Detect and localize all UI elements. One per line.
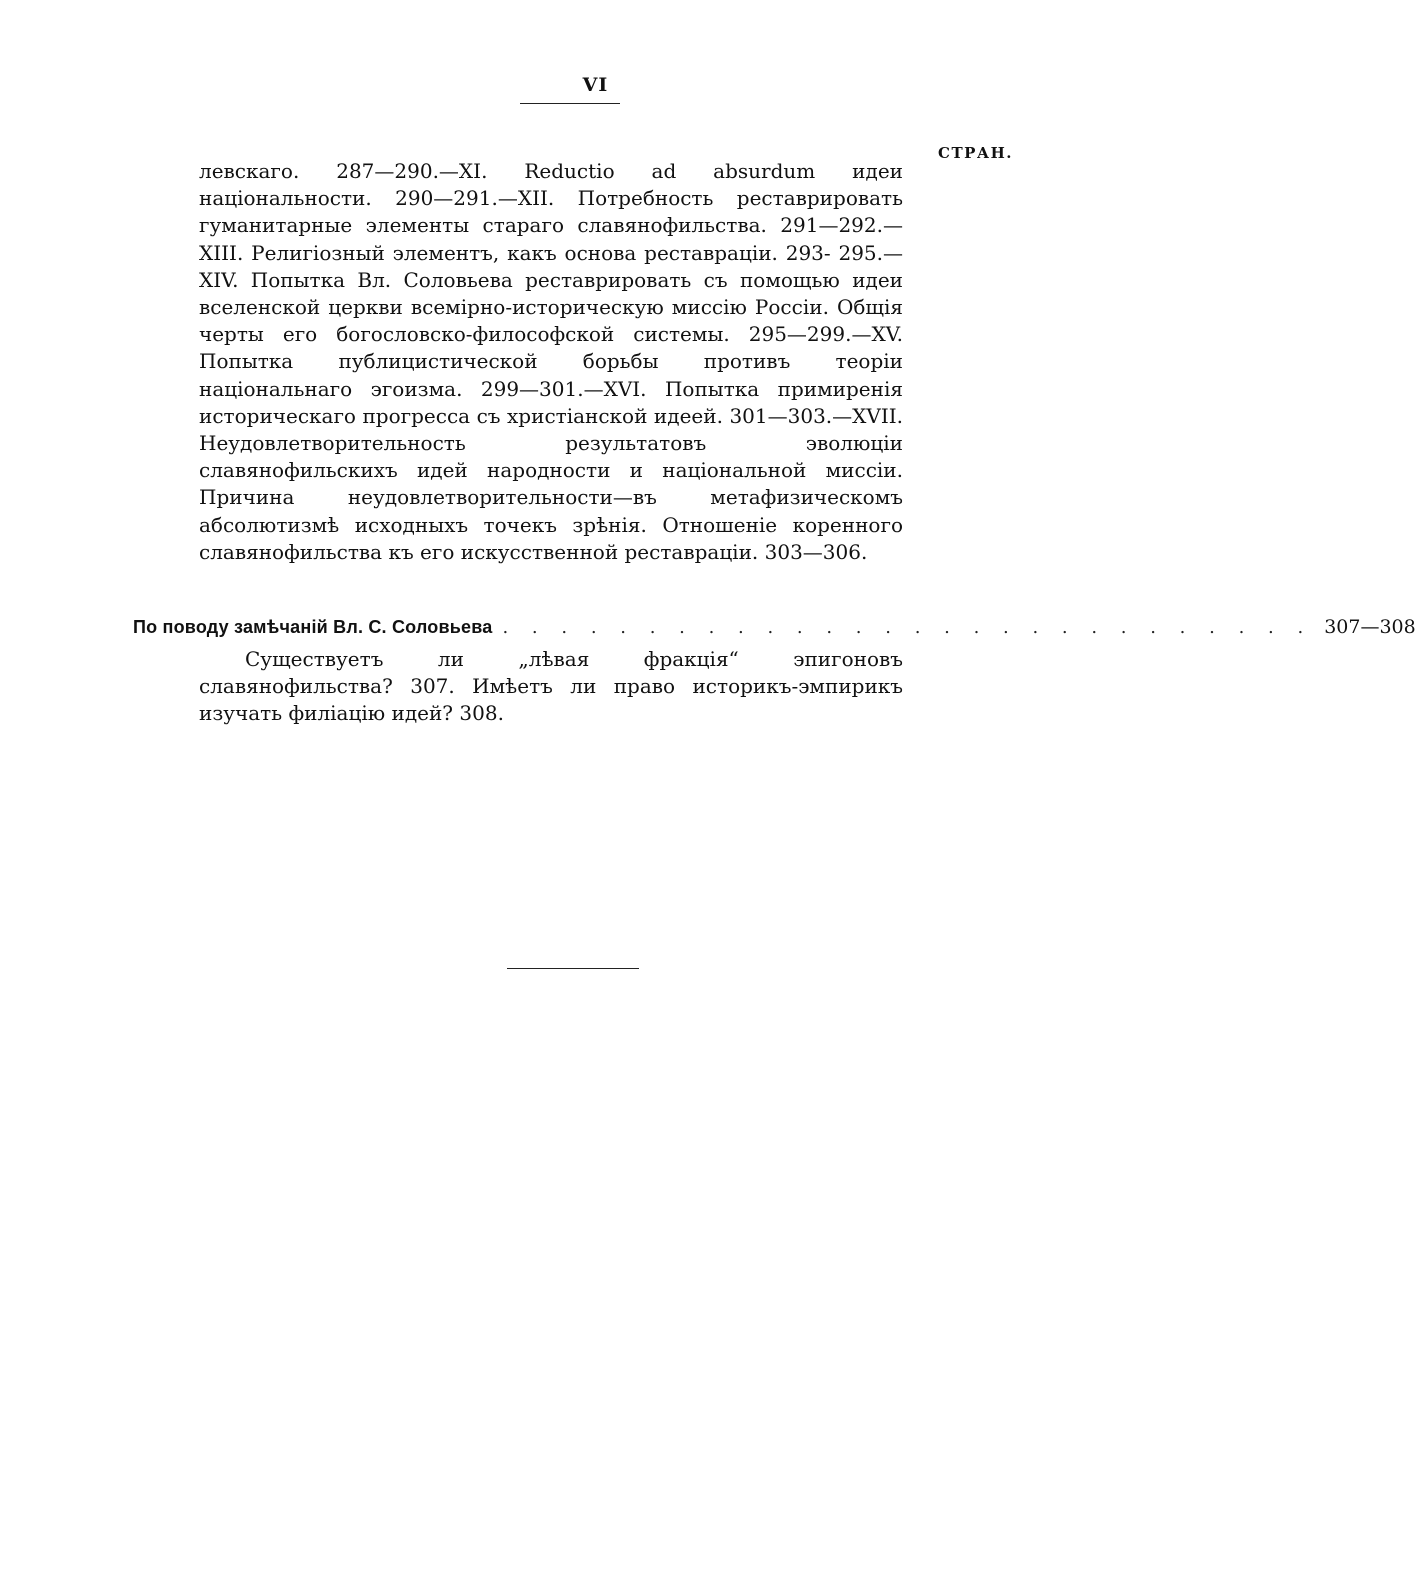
dot-leader: . . . . . . . . . . . . . . . . . . . . . . . . . . . . [502,617,1313,638]
continuation-paragraph: левскаго. 287—290.—XI. Reductio ad absurdum идеи національности. 290—291.—XII. Потребность реставрировать гуманитарные элементы стараго славянофильства. 291—292.—XIII. Религіозный элементъ, какъ основа реставраціи. 293- 295.—XIV. Попытка Вл. Соловьева реставрировать съ помощью идеи вселенской церкви всемірно-историческую миссію Россіи. Общія черты его богословско-философской системы. 295—299.—XV. Попытка публицистической борьбы противъ теоріи національнаго эгоизма. 299—301.—XVI. Попытка примиренія историческаго прогресса съ христіанской идеей. 301—303.—XVII. Неудовлетворительность результатовъ эволюціи славянофильскихъ идей народности и національной миссіи. Причина неудовлетворительности—въ метафизическомъ абсолютизмѣ исходныхъ точекъ зрѣнія. Отношеніе коренного славянофильства къ его искусственной реставраціи. 303—306. [199,159,903,564]
header-rule [520,103,620,104]
toc-entry-title: По поводу замѣчаній Вл. С. Соловьева [133,617,493,637]
section-summary-paragraph: Существуетъ ли „лѣвая фракція“ эпигоновъ славянофильства? 307. Имѣетъ ли право историкъ-эмпирикъ изучать филіацію идей? 308. [199,647,903,726]
pages-column-heading: СТРАН. [938,144,1013,162]
toc-entry [133,616,1416,644]
end-rule [507,968,639,969]
toc-entry-pages: 307—308 [1324,616,1416,638]
page-number: VI [582,74,609,96]
